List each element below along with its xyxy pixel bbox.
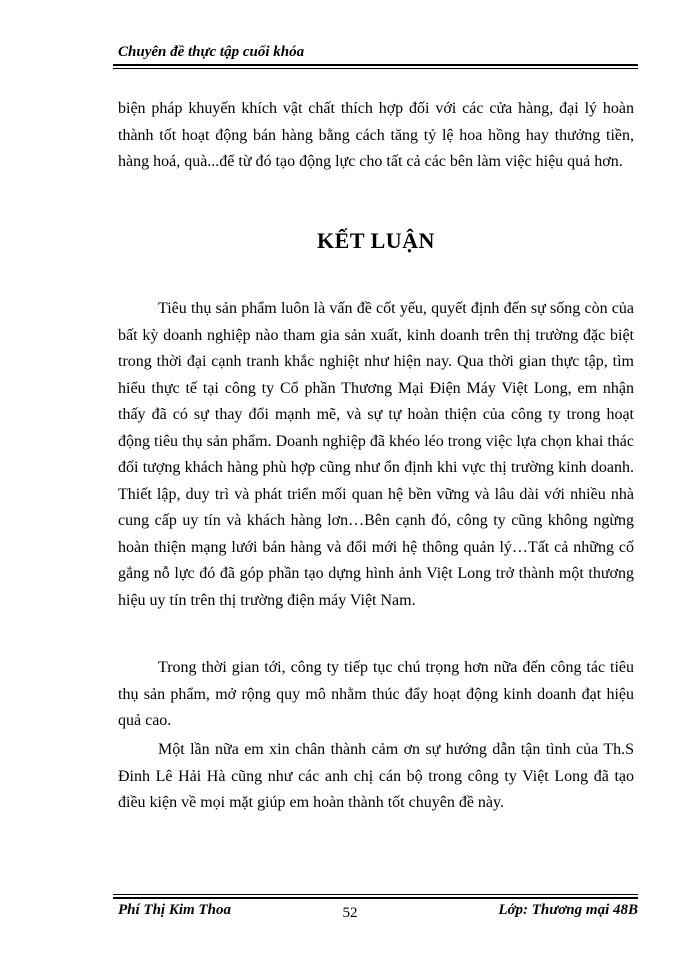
- footer-rule: [113, 897, 638, 899]
- page-number: 52: [342, 905, 358, 921]
- footer-author: Phí Thị Kim Thoa: [118, 902, 231, 918]
- conclusion-paragraph-1: Tiêu thụ sản phẩm luôn là vấn đề cốt yếu, quyết định đến sự sống còn của bất kỳ doanh nghiệp nào tham gia sản xuất, kinh doanh trên thị trường đặc biệt trong thời đại cạnh tranh khắc nghiệt như hiện nay. Qua thời gian thực tập, tìm hiểu thực tế tại công ty Cổ phần Thương Mại Điện Máy Việt Long, em nhận thấy đã có sự thay đổi mạnh mẽ, và sự tự hoàn thiện của công ty trong hoạt động tiêu thụ sản phẩm. Doanh nghiệp đã khéo léo trong việc lựa chọn khai thác đối tượng khách hàng phù hợp cũng như ổn định khi vực thị trường kinh doanh. Thiết lập, duy trì và phát triển mối quan hệ bền vững và lâu dài với nhiều nhà cung cấp uy tín và khách hàng lơn…Bên cạnh đó, công ty cũng không ngừng hoàn thiện mạng lưới bán hàng và đổi mới hệ thông quản lý…Tất cả những cố gắng nỗ lực đó đã góp phần tạo dựng hình ảnh Việt Long trở thành một thương hiệu uy tín trên thị trường điện máy Việt Nam.: [118, 300, 634, 609]
- header-title: Chuyên đề thực tập cuối khóa: [118, 44, 305, 60]
- section-heading: KẾT LUẬN: [317, 228, 435, 253]
- header-rule-secondary: [113, 68, 638, 69]
- conclusion-paragraph-3: Một lần nữa em xin chân thành cảm ơn sự hướng dẫn tận tình của Th.S Đinh Lê Hải Hà cũng như các anh chị cán bộ trong công ty Việt Long đã tạo điều kiện về mọi mặt giúp em hoàn thành tốt chuyên đề này.: [118, 741, 634, 811]
- footer-rule-secondary: [113, 894, 638, 895]
- conclusion-paragraph-2: Trong thời gian tới, công ty tiếp tục chú trọng hơn nữa đến công tác tiêu thụ sản phẩm, mở rộng quy mô nhằm thúc đẩy hoạt động kinh doanh đạt hiệu quả cao.: [118, 659, 634, 729]
- header-rule: [113, 64, 638, 66]
- intro-paragraph: biện pháp khuyến khích vật chất thích hợp đối với các cửa hàng, đại lý hoàn thành tốt hoạt động bán hàng bằng cách tăng tỷ lệ hoa hồng hay thưởng tiền, hàng hoá, quà...để từ đó tạo động lực cho tất cả các bên làm việc hiệu quả hơn.: [118, 100, 634, 170]
- footer-class-label: Lớp: Thương mại 48B: [498, 902, 638, 918]
